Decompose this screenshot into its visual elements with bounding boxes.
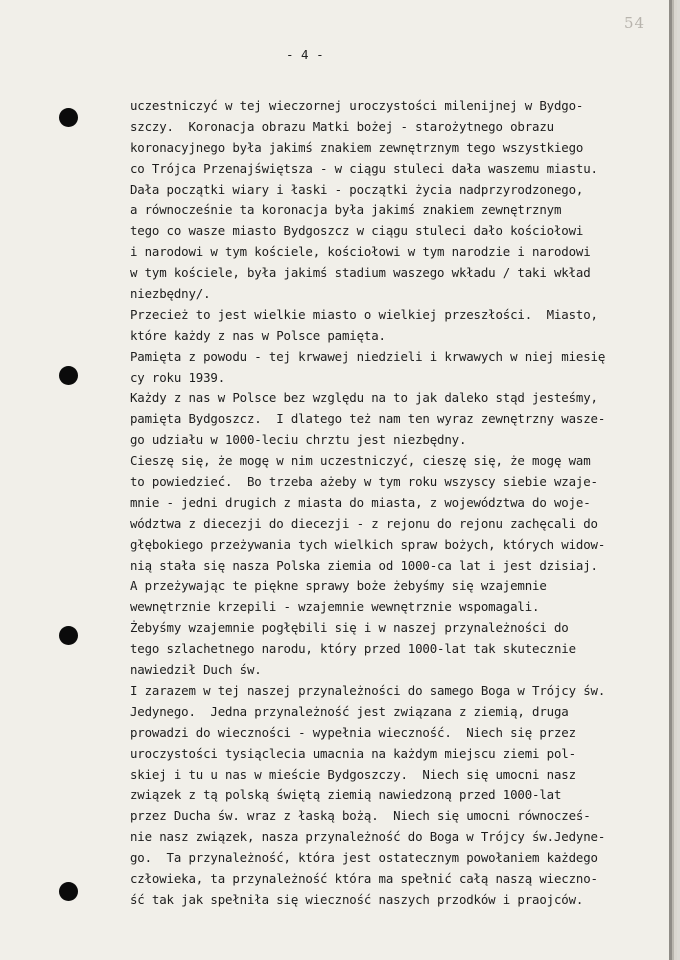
text-line: wewnętrznie krzepili - wzajemnie wewnętrznie wspomagali. xyxy=(130,599,540,615)
text-line: które każdy z nas w Polsce pamięta. xyxy=(130,327,386,343)
text-line: go. Ta przynależność, która jest ostatecznym powołaniem każdego xyxy=(130,850,598,866)
text-line: niezbędny/. xyxy=(130,286,211,302)
text-line: A przeżywając te piękne sprawy boże żebyśmy się wzajemnie xyxy=(130,578,547,594)
text-line: i narodowi w tym kościele, kościołowi w tym narodzie i narodowi xyxy=(130,244,591,260)
text-line: człowieka, ta przynależność która ma spełnić całą naszą wieczno- xyxy=(130,870,598,886)
text-line: cy roku 1939. xyxy=(130,369,226,385)
text-line: go udziału w 1000-leciu chrztu jest niezbędny. xyxy=(130,432,467,448)
text-line: szczy. Koronacja obrazu Matki bożej - starożytnego obrazu xyxy=(130,118,554,134)
text-line: głębokiego przeżywania tych wielkich spraw bożych, których widow- xyxy=(130,536,606,552)
text-line: Żebyśmy wzajemnie pogłębili się i w naszej przynależności do xyxy=(130,620,569,636)
typed-body-text xyxy=(130,96,672,911)
text-line: Cieszę się, że mogę w nim uczestniczyć, cieszę się, że mogę wam xyxy=(130,453,591,469)
text-line: Przecież to jest wielkie miasto o wielkiej przeszłości. Miasto, xyxy=(130,306,598,322)
text-line: wództwa z diecezji do diecezji - z rejonu do rejonu zachęcali do xyxy=(130,515,598,531)
text-line: związek z tą polską świętą ziemią nawiedzoną przed 1000-lat xyxy=(130,787,562,803)
text-line: Każdy z nas w Polsce bez względu na to jak daleko stąd jesteśmy, xyxy=(130,390,598,406)
text-line: to powiedzieć. Bo trzeba ażeby w tym roku wszyscy siebie wzaje- xyxy=(130,474,598,490)
punch-hole xyxy=(59,626,78,645)
text-line: Dała początki wiary i łaski - początki życia nadprzyrodzonego, xyxy=(130,181,584,197)
text-line: skiej i tu u nas w mieście Bydgoszczy. Niech się umocni nasz xyxy=(130,766,576,782)
text-line: Jedynego. Jedna przynależność jest związana z ziemią, druga xyxy=(130,703,569,719)
text-line: uczestniczyć w tej wieczornej uroczystości milenijnej w Bydgo- xyxy=(130,98,584,113)
text-line: przez Ducha św. wraz z łaską bożą. Niech się umocni równocześ- xyxy=(130,808,591,824)
text-line: mnie - jedni drugich z miasta do miasta, z województwa do woje- xyxy=(130,494,591,510)
text-line: nie nasz związek, nasza przynależność do Boga w Trójcy św.Jedyne- xyxy=(130,829,606,845)
text-line: w tym kościele, była jakimś stadium waszego wkładu / taki wkład xyxy=(130,265,591,281)
text-line: tego szlachetnego narodu, który przed 1000-lat tak skutecznie xyxy=(130,641,576,657)
text-line: co Trójca Przenajświętsza - w ciągu stuleci dała waszemu miastu. xyxy=(130,160,598,176)
text-line: ść tak jak spełniła się wieczność naszych przodków i praojców. xyxy=(130,891,584,907)
text-line: tego co wasze miasto Bydgoszcz w ciągu stuleci dało kościołowi xyxy=(130,223,584,239)
text-line: koronacyjnego była jakimś znakiem zewnętrznym tego wszystkiego xyxy=(130,139,584,155)
punch-hole xyxy=(59,366,78,385)
text-line: uroczystości tysiąclecia umacnia na każdym miejscu ziemi pol- xyxy=(130,745,576,761)
punch-hole xyxy=(59,882,78,901)
handwritten-page-number: 54 xyxy=(624,14,646,32)
text-line: prowadzi do wieczności - wypełnia wieczność. Niech się przez xyxy=(130,724,576,740)
text-line: Pamięta z powodu - tej krwawej niedzieli i krwawych w niej miesię xyxy=(130,348,606,364)
text-line: a równocześnie ta koronacja była jakimś znakiem zewnętrznym xyxy=(130,202,562,218)
text-line: pamięta Bydgoszcz. I dlatego też nam ten wyraz zewnętrzny wasze- xyxy=(130,411,606,427)
page-number: - 4 - xyxy=(286,47,324,62)
text-line: nią stała się nasza Polska ziemia od 1000-ca lat i jest dzisiaj. xyxy=(130,557,598,573)
text-line: I zarazem w tej naszej przynależności do samego Boga w Trójcy św. xyxy=(130,682,606,698)
punch-hole xyxy=(59,108,78,127)
text-line: nawiedził Duch św. xyxy=(130,662,262,678)
